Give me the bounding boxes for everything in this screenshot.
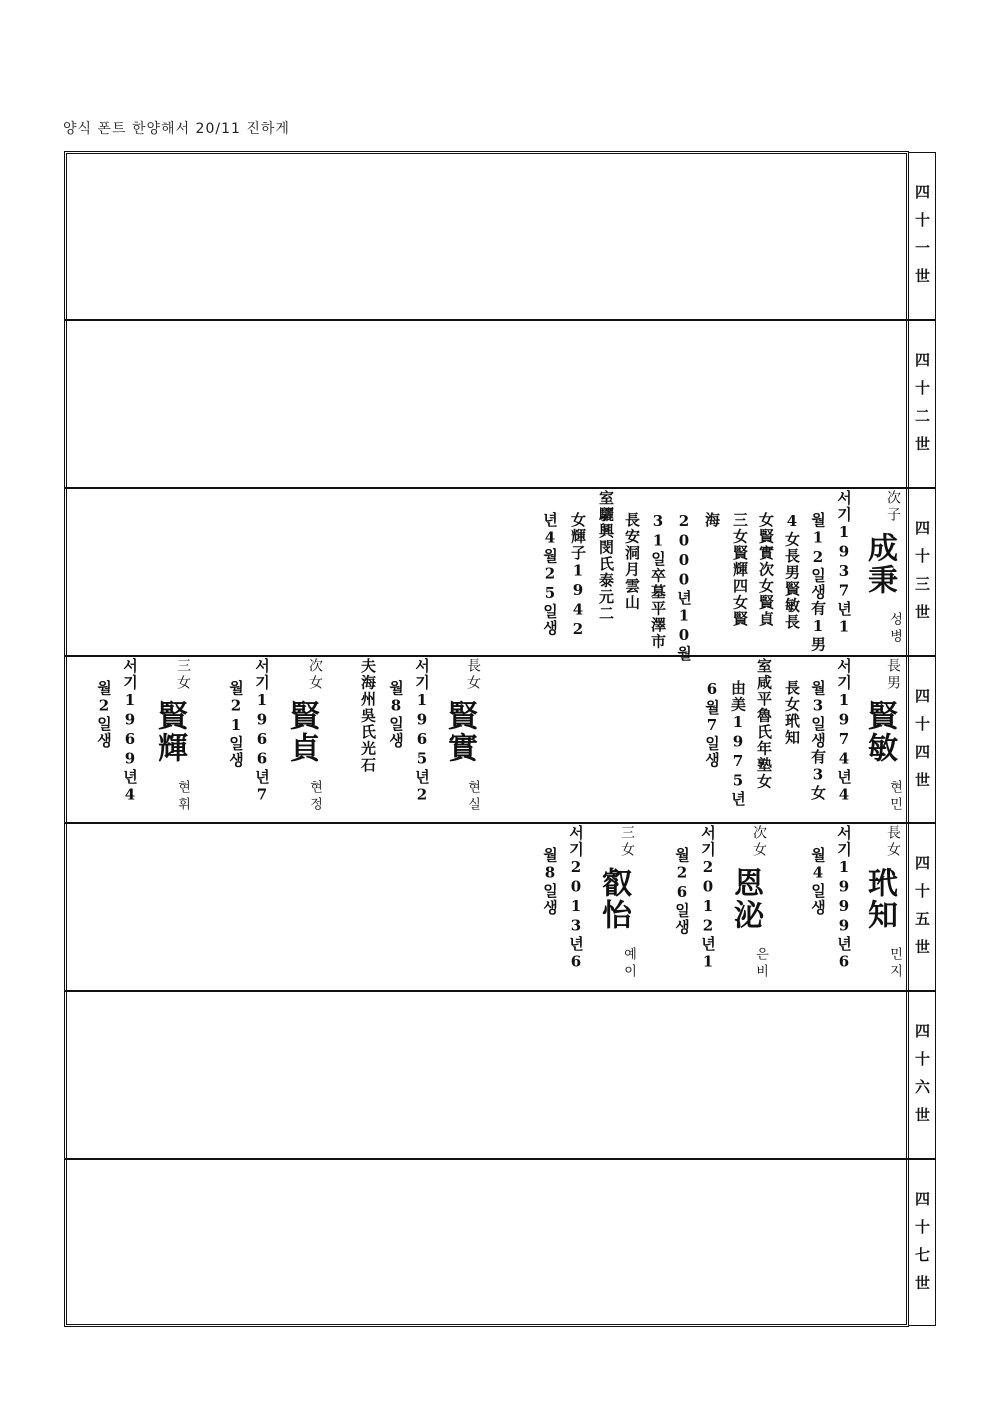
person-name: 成秉 [862,532,897,596]
biography-line: 서기1969년4 [121,658,139,805]
person-reading: 현휘 [175,780,190,814]
biography-line: 女輝子1942 [569,512,587,640]
biography-line: 월4일생 [809,847,827,916]
generation-label-43: 四 十 三 世 [914,519,930,621]
biography-line: 서기2012년1 [699,825,717,972]
person-reading: 은비 [753,947,768,981]
person-name: 賢敏 [862,700,897,764]
biography-line: 三女賢輝四女賢 [731,512,749,628]
generation-divider [909,655,936,657]
biography-line: 월21일생 [227,680,245,769]
biography-line: 서기1999년6 [835,825,853,972]
biography-line: 室驪興閔氏泰元二 [597,490,615,622]
generation-label-44: 四 十 四 世 [914,687,930,789]
generation-divider [909,1158,936,1160]
person-reading: 성병 [887,612,902,646]
biography-line: 夫海州吳氏光石 [359,658,377,774]
biography-line: 월2일생 [95,680,113,749]
person-reading: 현민 [887,780,902,814]
biography-line: 월26일생 [673,847,691,936]
biography-line: 31일卒墓平澤市 [649,512,667,650]
biography-line: 월8일생 [387,680,405,749]
person-relation: 次女 [307,658,323,692]
person-reading: 현정 [307,780,322,814]
person-relation: 三女 [619,825,635,859]
person-relation: 長男 [885,658,901,692]
row-divider [64,1158,909,1160]
person-relation: 次子 [885,490,901,524]
person-relation: 長女 [885,825,901,859]
generation-label-41: 四 十 一 世 [914,183,930,285]
person-name: 恩泌 [728,867,763,931]
biography-line: 室咸平魯氏年塾女 [755,658,773,790]
person-relation: 長女 [465,658,481,692]
row-divider [64,319,909,321]
row-divider [64,990,909,992]
format-caption: 양식 폰트 한양해서 20/11 진하게 [63,121,290,137]
biography-line: 월8일생 [541,847,559,916]
biography-line: 서기1937년1 [835,490,853,637]
row-divider [64,487,909,489]
biography-line: 6월7일생 [703,680,721,769]
biography-line: 서기1974년4 [835,658,853,805]
biography-line: 2000년10월 [675,512,693,662]
person-relation: 三女 [175,658,191,692]
person-name: 叡怡 [596,867,631,931]
generation-divider [909,990,936,992]
row-divider [64,822,909,824]
person-reading: 현실 [465,780,480,814]
biography-line: 월3일생有3女 [809,680,827,802]
biography-line: 女賢實次女賢貞 [757,512,775,628]
generation-divider [909,822,936,824]
biography-line: 長女玳知 [783,680,801,746]
generation-label-46: 四 十 六 世 [914,1022,930,1124]
person-reading: 민지 [887,947,902,981]
biography-line: 월12일생有1男 [809,512,827,653]
generation-label-45: 四 十 五 世 [914,854,930,956]
person-name: 賢貞 [284,700,319,764]
generation-divider [909,319,936,321]
biography-line: 由美1975년 [729,680,747,808]
biography-line: 4女長男賢敏長 [783,512,801,631]
biography-line: 서기1966년7 [253,658,271,805]
generation-label-42: 四 十 二 世 [914,351,930,453]
person-name: 玳知 [862,867,897,931]
person-name: 賢實 [442,700,477,764]
person-name: 賢輝 [152,700,187,764]
person-reading: 예이 [621,947,636,981]
biography-line: 년4월25일생 [541,512,559,637]
biography-line: 서기2013년6 [567,825,585,972]
person-relation: 次女 [751,825,767,859]
biography-line: 서기1965년2 [413,658,431,805]
generation-label-47: 四 十 七 世 [914,1190,930,1292]
row-divider [64,655,909,657]
biography-line: 海 [703,512,721,529]
generation-divider [909,487,936,489]
biography-line: 長安洞月雲山 [623,512,641,611]
